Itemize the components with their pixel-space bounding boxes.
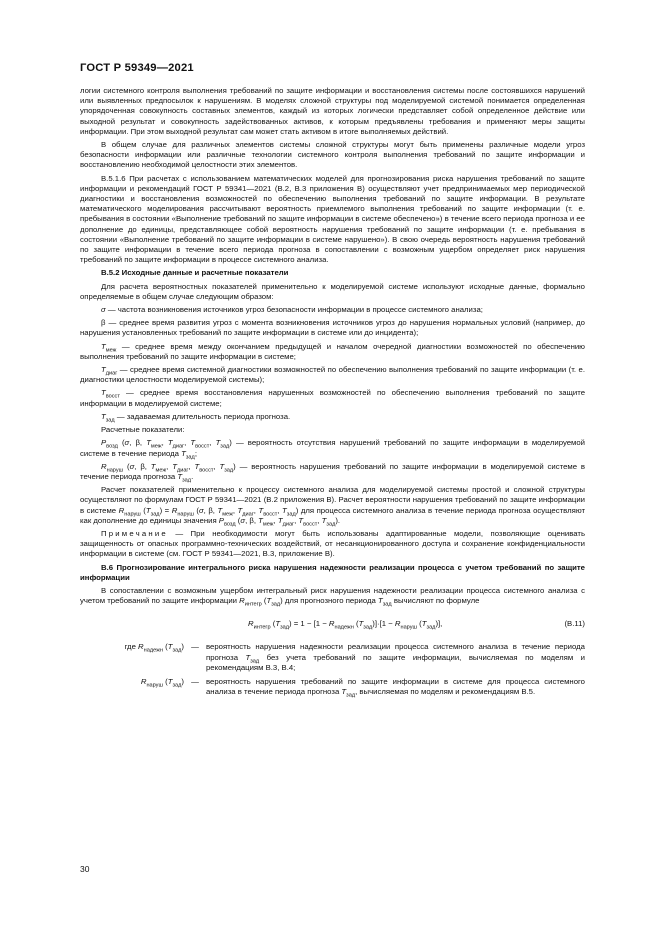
definition-sigma (80, 305, 585, 315)
definition-tzad: $T_{зад}$ — задаваемая длительность периода прогноза. (101, 411, 291, 424)
definition-description: вероятность нарушения требований по защите информации в системе для процесса системного анализа в течение периода прогноза $T_{зад}$, вычисляемая по моделям и рекомендациям В.5. (206, 676, 585, 699)
formula-b11 (80, 614, 585, 636)
definition-term: $R_{наруш}$ $(T_{зад})$ (140, 676, 184, 689)
paragraph: Для расчета вероятностных показателей применительно к моделируемой системе используют исходные данные, формально определяемые в общем случае следующим образом: (80, 281, 585, 301)
symbol: σ (101, 305, 106, 315)
page-number: 30 (80, 864, 90, 874)
definition-text: — среднее время между окончанием предыдущей и началом очередной диагностики возможностей по обеспечению выполнения требований по защите информации в системе; (80, 341, 585, 361)
paragraph-calculation: Расчет показателей применительно к процессу системного анализа для моделируемой системы простой и сложной структуры осуществляют по формулам ГОСТ Р 59341—2021 (В.2 приложения В). Расчет вероятности нарушения требований по защите информации в системе $R_{наруш}$ $(T_{зад}) = R_{наруш}$ (σ, β, $T_{меж}$, $T_{диаг}$, $T_{восст}$, $T_{зад}$) для процесса системного анализа в течение периода прогноза осуществляют как дополнение до единицы значения $P_{возд}$ (σ, β, $T_{меж}$, $T_{диаг}$, $T_{восст}$, $T_{зад}$). (80, 485, 586, 528)
indicator-pvozd: $P_{возд}$ (σ, β, $T_{меж}$, $T_{диаг}$, $T_{восст}$, $T_{зад}$) — вероятность отсутствия нарушений требований по защите информации в моделируемой системе в течение периода $T_{зад}$; (80, 438, 586, 461)
section-heading-b52: В.5.2 Исходные данные и расчетные показатели (101, 268, 289, 278)
definition-tmezh: $T_{меж}$ — среднее время между окончанием предыдущей и началом очередной диагностики возможностей по обеспечению выполнения требований по защите информации в системе; (80, 341, 585, 361)
document-body (80, 86, 585, 701)
note-label: Примечание (101, 528, 168, 538)
note (80, 529, 585, 560)
note-text: — При необходимости могут быть использованы адаптированные модели, позволяющие оценивать защищенность от опасных программно-технических воздействий, от несанкционированного доступа и сохранение конфиденциальности информации в системе (см. ГОСТ Р 59341—2021, В.3, приложение В). (80, 528, 585, 559)
definition-tvosst: $T_{восст}$ — среднее время восстановления нарушенных возможностей по обеспечению выполнения требований по защите информации в моделируемой системе; (80, 388, 585, 408)
definition-text: — задаваемая длительность периода прогноза. (114, 411, 291, 421)
paragraph: Расчетные показатели: (101, 425, 185, 435)
indicator-text: — вероятность нарушения требований по защите информации в моделируемой системе в течение периода прогноза (80, 461, 586, 481)
paragraph-b516: В.5.1.6 При расчетах с использованием математических моделей для прогнозирования риска нарушения требований по защите информации и рекомендаций ГОСТ Р 59341—2021 (В.2, В.3 приложения В) осуществляют учет предпринимаемых мер периодической диагностики и восстановления возможностей по обеспечению выполнения требований по защите информации. В результате математического моделирования рассчитывают вероятность приемлемого выполнения требований по защите информации (т. е. пребывания в состоянии «Выполнение требований по защите информации в системе обеспечено») в течение всего периода прогноза и ее дополнение до единицы, представляющее собой вероятность нарушения требований по защите информации (т. е. пребывания в состоянии «Выполнение требований по защите информации в системе нарушено»). В свою очередь вероятность нарушения требований по защите информации в течение всего периода прогноза в сопоставлении с возможным ущербом определяет риск нарушения требований по защите информации в процессе системного анализа. (80, 173, 585, 265)
paragraph: В общем случае для различных элементов системы сложной структуры могут быть применены различные модели угроз безопасности информации или различные технологии системного контроля выполнения требований по защите информации и восстановлению необходимой целостности этих элементов. (80, 140, 585, 170)
definition-text: — среднее время восстановления нарушенных возможностей по обеспечению выполнения требований по защите информации в моделируемой системе; (80, 388, 585, 408)
definition-beta (80, 318, 585, 338)
definition-rnarush: $R_{наруш}$ $(T_{зад})$ — вероятность нарушения требований по защите информации в системе для процесса системного анализа в течение периода прогноза $T_{зад}$, вычисляемая по моделям и рекомендациям В.5. (80, 677, 585, 697)
indicator-text: — вероятность отсутствия нарушений требований по защите информации в моделируемой системе в течение периода (80, 438, 586, 458)
formula-number: (В.11) (564, 619, 585, 629)
definition-term: где $R_{надежн}$ $(T_{зад})$ (124, 642, 184, 654)
definition-text: — частота возникновения источников угроз безопасности информации в процессе системного анализа; (105, 305, 483, 315)
definition-text: — среднее время развития угроз с момента возникновения источников угроз до нарушения нормальных условий (например, до нарушения установленных требований по защите информации в системе или до инцидента); (80, 318, 585, 338)
indicator-rnarush: $R_{наруш}$ (σ, β, $T_{меж}$, $T_{диаг}$, $T_{восст}$, $T_{зад}$) — вероятность нарушения требований по защите информации в моделируемой системе в течение периода прогноза $T_{зад}$. (80, 461, 586, 484)
section-heading-b6: В.6 Прогнозирование интегрального риска нарушения надежности реализации процесса с учетом требований по защите информации (80, 562, 585, 582)
definition-tdiag: $T_{диаг}$ — среднее время системной диагностики возможностей по обеспечению выполнения требований по защите информации (т. е. диагностики целостности моделируемой системы); (80, 365, 585, 385)
definition-description: вероятность нарушения надежности реализации процесса системного анализа в течение периода прогноза $T_{зад}$ без учета требований по защите информации, вычисляемая по моделям и рекомендациям В.3, В.4; (206, 642, 585, 672)
definition-text: — среднее время системной диагностики возможностей по обеспечению выполнения требований по защите информации (т. е. диагностики целостности моделируемой системы); (80, 365, 585, 385)
formula-definitions (80, 642, 585, 697)
paragraph: логии системного контроля выполнения требований по защите информации и восстановления системы после состоявшихся нарушений или выявленных предпосылок к нарушениям. В моделях сложной структуры под моделируемой системой понимается определенная упорядоченная совокупность составных элементов, каждый из которых логически представляет собой определенное действие или выходной результат и совокупность задействованных активов, к которым предъявлены требования и применяют меры защиты информации. При этом выходной результат сам может стать активом в итоге выполняемых действий. (80, 86, 585, 136)
definition-rnadezhn: где $R_{надежн}$ $(T_{зад})$ — вероятность нарушения надежности реализации процесса системного анализа в течение периода прогноза $T_{зад}$ без учета требований по защите информации, вычисляемая по моделям и рекомендациям В.3, В.4; (80, 642, 585, 673)
paragraph-integral-risk: В сопоставлении с возможным ущербом интегральный риск нарушения надежности реализации процесса системного анализа с учетом требований по защите информации $R_{интегр}$ $(T_{зад})$ для прогнозного периода $T_{зад}$ вычисляют по формуле (80, 585, 585, 608)
page-header-standard: ГОСТ Р 59349—2021 (80, 62, 194, 74)
formula-expression: $R_{интегр}$ $(T_{зад}) = 1 - [1 - R_{надежн}$ $(T_{зад})]\cdot[1 - R_{наруш}$ $(T_{зад})$], (248, 619, 443, 631)
symbol: β (101, 318, 106, 328)
